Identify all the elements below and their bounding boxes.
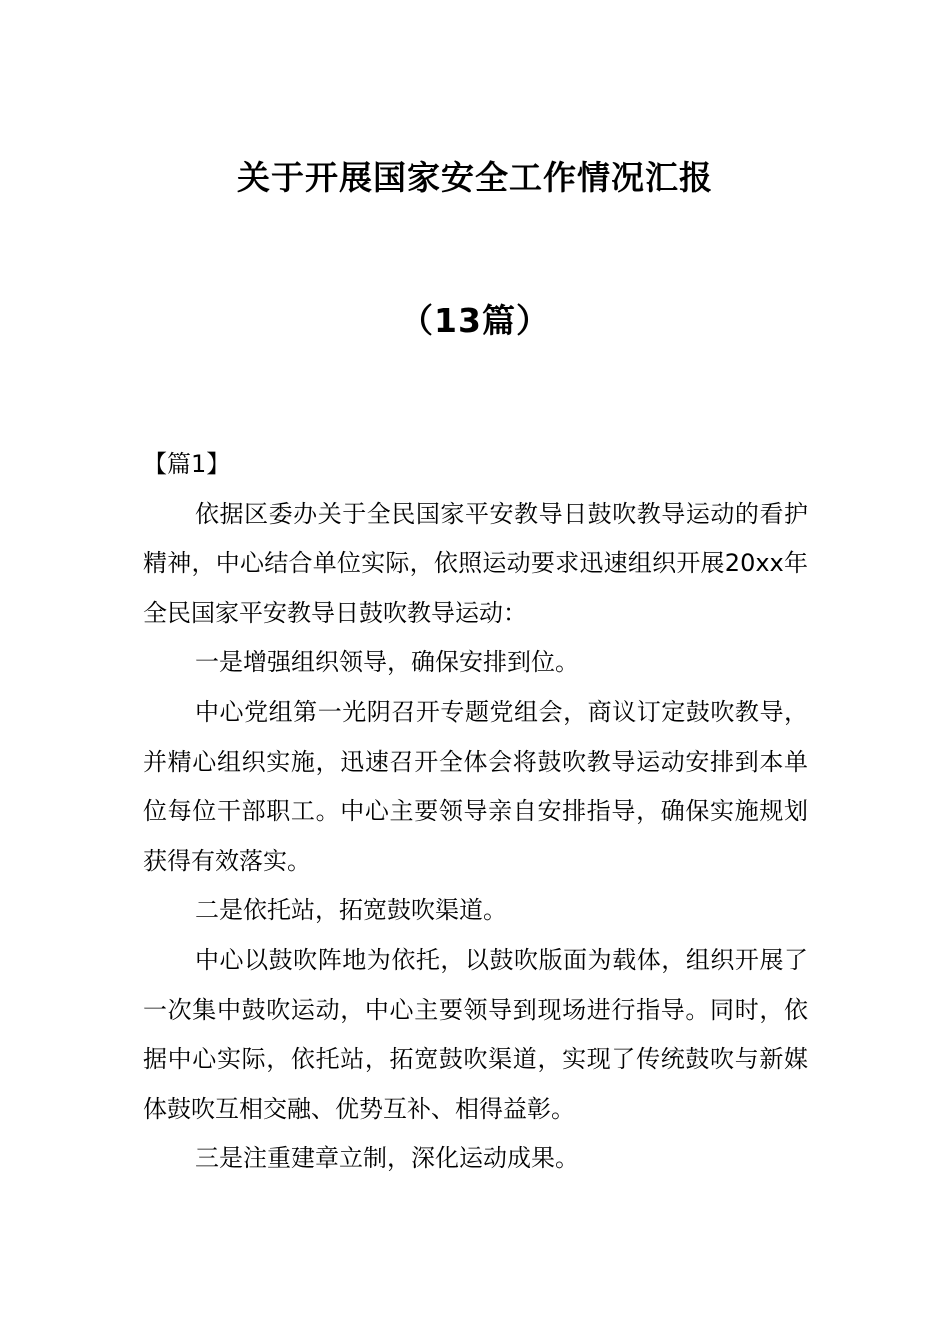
paragraph: 中心以鼓吹阵地为依托，以鼓吹版面为载体，组织开展了一次集中鼓吹运动，中心主要领导到现场进行指导。同时，依据中心实际，依托站，拓宽鼓吹渠道，实现了传统鼓吹与新媒体鼓吹互相交融、优势互补、相得益彰。 — [143, 945, 808, 1123]
paragraph-heading: 二是依托站，拓宽鼓吹渠道。 — [195, 896, 507, 925]
paragraph: 中心党组第一光阴召开专题党组会，商议订定鼓吹教导，并精心组织实施，迅速召开全体会将鼓吹教导运动安排到本单位每位干部职工。中心主要领导亲自安排指导，确保实施规划获得有效落实。 — [143, 697, 808, 875]
document-body — [143, 440, 808, 1184]
paragraph: 依据区委办关于全民国家平安教导日鼓吹教导运动的看护精神，中心结合单位实际，依照运动要求迅速组织开展20xx年全民国家平安教导日鼓吹教导运动： — [143, 499, 808, 627]
document-subtitle: （13篇） — [400, 301, 550, 340]
paragraph-heading: 一是增强组织领导，确保安排到位。 — [195, 648, 579, 677]
paragraph-heading: 三是注重建章立制，深化运动成果。 — [195, 1144, 579, 1173]
document-title: 关于开展国家安全工作情况汇报 — [237, 158, 713, 197]
section-label: 【篇1】 — [143, 450, 231, 478]
